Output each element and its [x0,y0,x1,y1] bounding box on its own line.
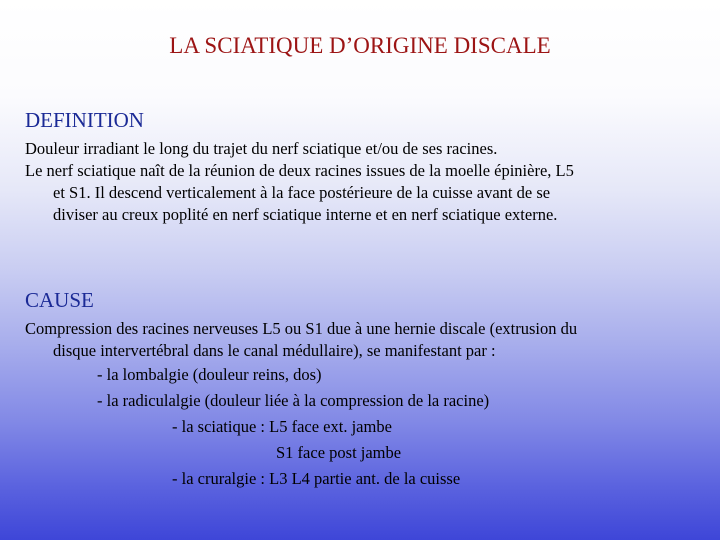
cause-heading: CAUSE [25,288,94,312]
cause-sub-item: - la sciatique : L5 face ext. jambe [172,417,392,436]
definition-heading: DEFINITION [25,108,144,132]
definition-line: Le nerf sciatique naît de la réunion de deux racines issues de la moelle épinière, L5 [25,161,574,180]
slide-title: LA SCIATIQUE D’ORIGINE DISCALE [169,33,551,58]
definition-line: Douleur irradiant le long du trajet du nerf sciatique et/ou de ses racines. [25,139,498,158]
definition-line: diviser au creux poplité en nerf sciatique interne et en nerf sciatique externe. [53,205,558,224]
cause-line: disque intervertébral dans le canal médullaire), se manifestant par : [53,341,496,360]
cause-list-item: - la lombalgie (douleur reins, dos) [97,365,322,384]
definition-text [25,138,715,226]
cause-line: Compression des racines nerveuses L5 ou S1 due à une hernie discale (extrusion du [25,319,578,338]
definition-line: et S1. Il descend verticalement à la face postérieure de la cuisse avant de se [53,183,551,202]
cause-list-item: - la radiculalgie (douleur liée à la compression de la racine) [97,391,490,410]
cause-text [25,318,715,492]
cause-sub-item: S1 face post jambe [276,443,402,462]
cause-sub-item: - la cruralgie : L3 L4 partie ant. de la cuisse [172,469,461,488]
